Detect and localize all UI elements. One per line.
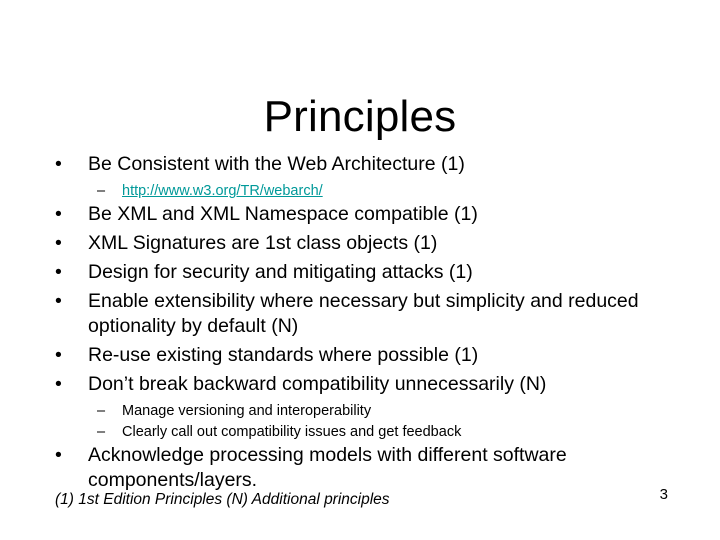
bullet-marker-icon: • <box>55 290 62 312</box>
list-item-label: Acknowledge processing models with different software components/layers. <box>88 444 567 491</box>
page-title: Principles <box>263 92 457 142</box>
list-item <box>55 343 670 368</box>
list-item <box>55 372 670 397</box>
list-item-label: Be Consistent with the Web Architecture (1) <box>88 153 465 175</box>
bullet-marker-icon: • <box>55 261 62 283</box>
bullet-marker-icon: • <box>55 373 62 395</box>
bullet-marker-icon: • <box>55 344 62 366</box>
list-item <box>55 202 670 227</box>
bullet-marker-icon: • <box>55 203 62 225</box>
dash-marker-icon: – <box>97 403 106 419</box>
list-item <box>97 422 670 442</box>
list-item-label: Don’t break backward compatibility unnecessarily (N) <box>88 373 547 395</box>
list-item <box>55 260 670 285</box>
bullet-marker-icon: • <box>55 232 62 254</box>
list-item-label: Enable extensibility where necessary but simplicity and reduced optionality by default (N) <box>88 290 639 337</box>
list-item <box>55 152 670 177</box>
list-item-label: Clearly call out compatibility issues and get feedback <box>122 424 462 440</box>
bullet-marker-icon: • <box>55 153 62 175</box>
dash-marker-icon: – <box>97 424 106 440</box>
list-item-label: Manage versioning and interoperability <box>122 403 372 419</box>
list-item <box>55 289 670 339</box>
list-item-label: Design for security and mitigating attacks (1) <box>88 261 473 283</box>
list-item-label <box>122 181 670 201</box>
hyperlink[interactable]: http://www.w3.org/TR/webarch/ <box>122 183 323 199</box>
page-number: 3 <box>659 486 668 503</box>
list-item <box>55 231 670 256</box>
dash-marker-icon: – <box>97 183 106 199</box>
list-item <box>97 181 670 201</box>
list-item-label: XML Signatures are 1st class objects (1) <box>88 232 438 254</box>
footnote: (1) 1st Edition Principles (N) Additional principles <box>55 491 390 508</box>
list-item <box>55 443 670 493</box>
list-item <box>97 401 670 421</box>
bullet-list <box>55 152 670 497</box>
list-item-label: Be XML and XML Namespace compatible (1) <box>88 203 478 225</box>
list-item-label: Re-use existing standards where possible (1) <box>88 344 479 366</box>
bullet-marker-icon: • <box>55 444 62 466</box>
